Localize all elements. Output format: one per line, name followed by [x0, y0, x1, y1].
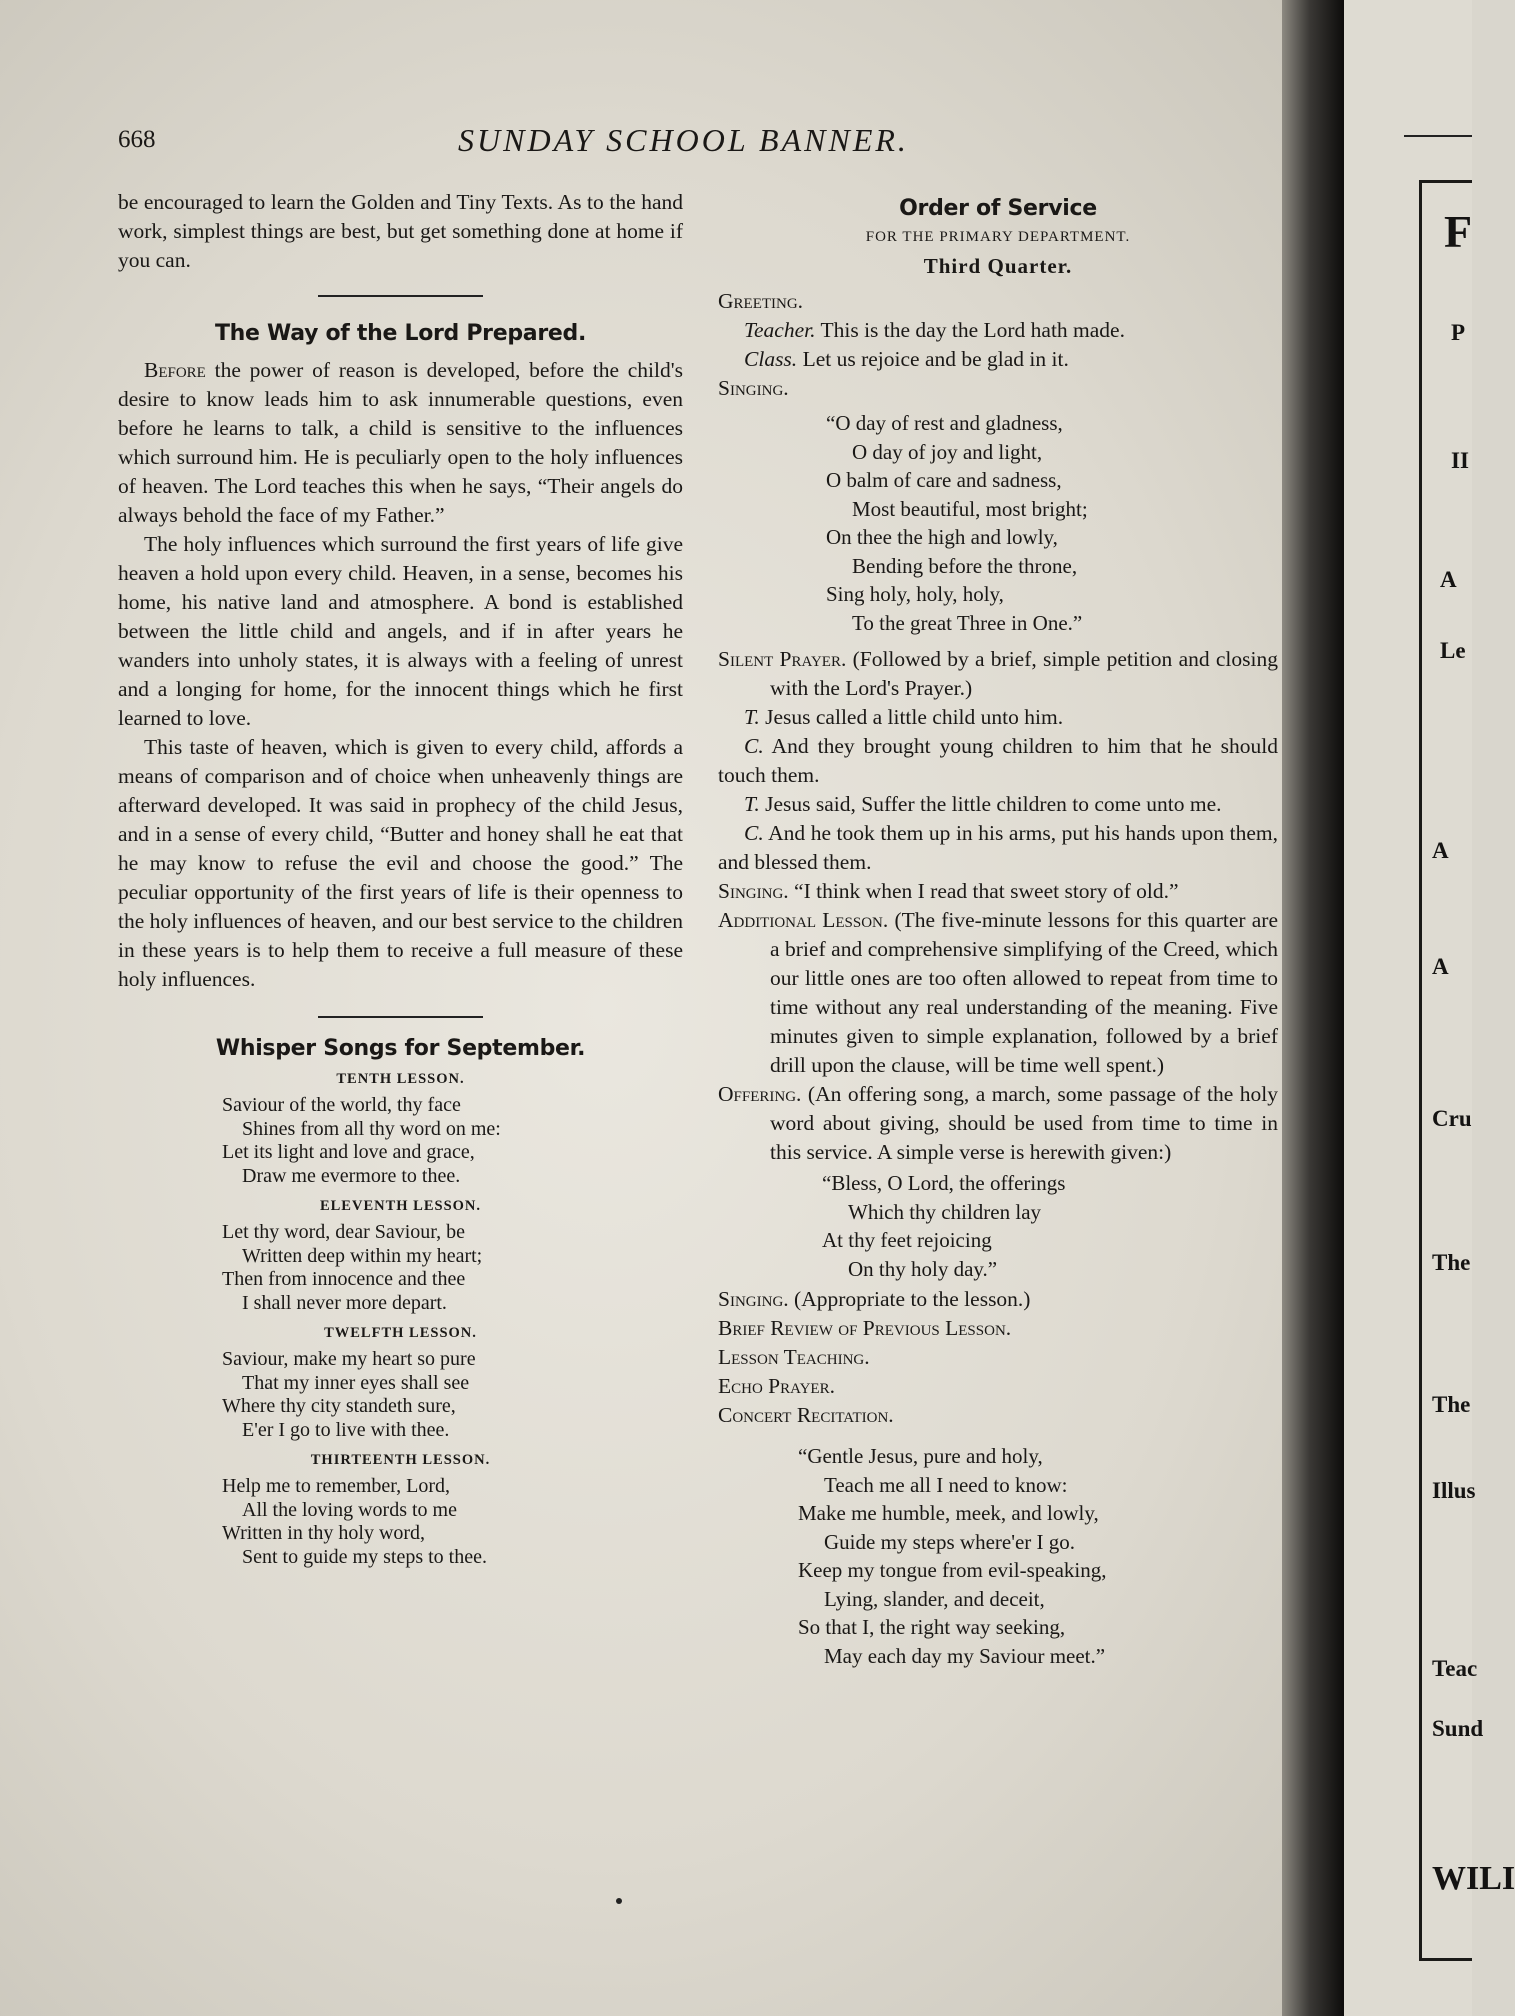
- class-label: Class.: [744, 347, 798, 371]
- hymn-line: Teach me all I need to know:: [824, 1472, 1068, 1497]
- hymn: [798, 1442, 1278, 1670]
- verse-line: I shall never more depart.: [242, 1291, 447, 1314]
- verse-line: Written deep within my heart;: [242, 1244, 483, 1267]
- class-line: [718, 345, 1278, 374]
- ink-speck: [616, 1898, 622, 1904]
- facing-page-fragment: A: [1432, 954, 1449, 979]
- singing-label: Singing.: [718, 1287, 789, 1311]
- hymn-line: Keep my tongue from evil-speaking,: [798, 1558, 1107, 1582]
- hymn-line: Guide my steps where'er I go.: [824, 1529, 1076, 1554]
- speaker: T.: [744, 705, 760, 729]
- facing-page-rule: [1404, 135, 1472, 137]
- facing-page: [1344, 0, 1515, 2016]
- hymn-line: O balm of care and sadness,: [826, 468, 1062, 492]
- response-text: And he took them up in his arms, put his hands upon them, and blessed them.: [718, 821, 1278, 874]
- verse-line: On thy holy day.”: [848, 1256, 998, 1281]
- left-column: [118, 188, 683, 1577]
- section-divider: [318, 1016, 483, 1018]
- verse: [222, 1475, 683, 1569]
- hymn-line: “O day of rest and gladness,: [826, 411, 1063, 435]
- verse-line: That my inner eyes shall see: [242, 1371, 470, 1394]
- hymn-line: Most beautiful, most bright;: [852, 496, 1088, 521]
- lesson-label: TWELFTH LESSON.: [324, 1325, 477, 1341]
- verse-line: Draw me evermore to thee.: [242, 1164, 461, 1187]
- teacher-text: This is the day the Lord hath made.: [815, 318, 1125, 342]
- hymn: [826, 409, 1278, 637]
- quarter-title: Third Quarter.: [923, 254, 1073, 278]
- singing-label: Singing.: [718, 879, 789, 903]
- hymn-line: Lying, slander, and deceit,: [824, 1586, 1045, 1611]
- speaker: T.: [744, 792, 760, 816]
- paragraph: [118, 356, 683, 530]
- book-gutter: [1282, 0, 1344, 2016]
- section-title: The Way of the Lord Prepared.: [214, 321, 587, 346]
- verse-line: Help me to remember, Lord,: [222, 1475, 451, 1497]
- verse-line: Shines from all thy word on me:: [242, 1117, 501, 1140]
- silent-prayer-label: Silent Prayer.: [718, 647, 847, 671]
- hymn-line: Bending before the throne,: [852, 553, 1078, 578]
- hymn-line: Sing holy, holy, holy,: [826, 582, 1004, 606]
- verse-line: E'er I go to live with thee.: [242, 1418, 450, 1441]
- facing-page-fragment: WILI: [1432, 1860, 1515, 1897]
- silent-prayer: [718, 645, 1278, 703]
- hymn-line: On thee the high and lowly,: [826, 525, 1058, 549]
- additional-lesson-text: (The five-minute lessons for this quarter are a brief and comprehensive simplifying of the Creed, which our little ones are too often allowed to repeat from time to time without any real understanding of the meaning. Five minutes given to simple explanation, followed by a brief drill upon the clause, will be time well spent.): [770, 908, 1278, 1077]
- hymn-line: “Gentle Jesus, pure and holy,: [798, 1444, 1043, 1468]
- order-subtitle: FOR THE PRIMARY DEPARTMENT.: [865, 229, 1131, 245]
- offering-verse: [822, 1169, 1278, 1283]
- whisper-songs: [118, 1071, 683, 1569]
- paragraph-text: the power of reason is developed, before the child's desire to know leads him to ask innumerable questions, even before he learns to talk, a child is sensitive to the influences which surround him. He is peculiarly open to the holy influences of heaven. The Lord teaches this when he says, “Their angels do always behold the face of my Father.”: [118, 358, 683, 527]
- verse-line: Let thy word, dear Saviour, be: [222, 1221, 466, 1243]
- concert-recitation: Concert Recitation.: [718, 1403, 894, 1427]
- facing-page-fragment: The: [1432, 1392, 1471, 1417]
- verse-line: Sent to guide my steps to thee.: [242, 1545, 487, 1568]
- singing-text: (Appropriate to the lesson.): [788, 1287, 1031, 1311]
- facing-page-fragment: Teac: [1432, 1656, 1478, 1681]
- speaker: C.: [744, 821, 764, 845]
- facing-page-fragment: A: [1440, 567, 1457, 592]
- hymn-line: May each day my Saviour meet.”: [824, 1643, 1106, 1668]
- response-line: [718, 790, 1278, 819]
- singing-label: Singing.: [718, 376, 789, 400]
- verse-line: At thy feet rejoicing: [822, 1228, 992, 1252]
- order-of-service-title: Order of Service: [899, 196, 1097, 221]
- lesson-label: TENTH LESSON.: [336, 1071, 465, 1087]
- facing-page-fragment: F: [1444, 206, 1473, 257]
- facing-page-fragment: Cru: [1432, 1106, 1472, 1131]
- lead-word: Before: [144, 358, 206, 382]
- facing-page-fragment: Sund: [1432, 1716, 1484, 1741]
- verse-line: Saviour of the world, thy face: [222, 1094, 461, 1116]
- running-title: SUNDAY SCHOOL BANNER.: [458, 122, 909, 158]
- offering-text: (An offering song, a march, some passage of the holy word about giving, should be used from time to time in this service. A simple verse is herewith given:): [770, 1082, 1278, 1164]
- response-line: [718, 703, 1278, 732]
- verse-line: Saviour, make my heart so pure: [222, 1348, 476, 1370]
- section-divider: [318, 295, 483, 297]
- lesson-label: ELEVENTH LESSON.: [319, 1198, 482, 1214]
- verse-line: “Bless, O Lord, the offerings: [822, 1171, 1066, 1195]
- intro-paragraph: be encouraged to learn the Golden and Tiny Texts. As to the hand work, simplest things are best, but get something done at home if you can.: [118, 190, 683, 272]
- page-header: [118, 122, 1278, 166]
- silent-prayer-text: (Followed by a brief, simple petition and closing with the Lord's Prayer.): [770, 647, 1278, 700]
- brief-review: Brief Review of Previous Lesson.: [718, 1316, 1012, 1340]
- right-column: [718, 188, 1278, 1678]
- teacher-line: [718, 316, 1278, 345]
- verse: [222, 1348, 683, 1442]
- response-text: Jesus called a little child unto him.: [759, 705, 1064, 729]
- response-line: [718, 732, 1278, 790]
- singing-item: [718, 877, 1278, 906]
- facing-page-fragment: A: [1432, 838, 1449, 863]
- greeting-label: Greeting.: [718, 289, 804, 313]
- offering: [718, 1080, 1278, 1167]
- section-title: Whisper Songs for September.: [215, 1036, 586, 1061]
- verse-line: Which thy children lay: [848, 1199, 1042, 1224]
- facing-page-fragment: Illus: [1432, 1478, 1476, 1503]
- page-number: 668: [118, 126, 156, 153]
- offering-label: Offering.: [718, 1082, 802, 1106]
- verse: [222, 1094, 683, 1188]
- verse-line: Written in thy holy word,: [222, 1522, 426, 1544]
- hymn-line: O day of joy and light,: [852, 439, 1043, 464]
- response-line: [718, 819, 1278, 877]
- echo-prayer: Echo Prayer.: [718, 1374, 835, 1398]
- additional-lesson-label: Additional Lesson.: [718, 908, 889, 932]
- facing-page-fragment: II: [1451, 448, 1469, 473]
- verse-line: Let its light and love and grace,: [222, 1141, 475, 1163]
- verse: [222, 1221, 683, 1315]
- verse-line: All the loving words to me: [242, 1498, 457, 1521]
- hymn-line: So that I, the right way seeking,: [798, 1615, 1066, 1639]
- facing-page-fragment: P: [1451, 320, 1466, 345]
- verse-line: Then from innocence and thee: [222, 1268, 466, 1290]
- hymn-line: Make me humble, meek, and lowly,: [798, 1501, 1099, 1525]
- response-text: Jesus said, Suffer the little children to come unto me.: [759, 792, 1222, 816]
- singing-item: [718, 1285, 1278, 1314]
- teacher-label: Teacher.: [744, 318, 816, 342]
- hymn-line: To the great Three in One.”: [852, 610, 1083, 635]
- additional-lesson: [718, 906, 1278, 1080]
- facing-page-fragment: The: [1432, 1250, 1471, 1275]
- singing-text: “I think when I read that sweet story of old.”: [788, 879, 1179, 903]
- paragraph: The holy influences which surround the first years of life give heaven a hold upon every child. Heaven, in a sense, becomes his home, his native land and atmosphere. A bond is established between the little child and angels, and if in after years he wanders into unholy states, it is always with a feeling of unrest and a longing for home, for the innocent things which he first learned to love.: [118, 532, 683, 730]
- paragraph: This taste of heaven, which is given to every child, affords a means of comparison and of choice when unheavenly things are afterward developed. It was said in prophecy of the child Jesus, and in a sense of every child, “Butter and honey shall he eat that he may know to refuse the evil and choose the good.” The peculiar opportunity of the first years of life is their openness to the holy influences of heaven, and our best service to the children in these years is to help them to receive a full measure of these holy influences.: [118, 735, 683, 991]
- verse-line: Where thy city standeth sure,: [222, 1395, 456, 1417]
- facing-page-fragment: Le: [1440, 638, 1466, 663]
- response-text: And they brought young children to him that he should touch them.: [718, 734, 1278, 787]
- lesson-teaching: Lesson Teaching.: [718, 1345, 870, 1369]
- lesson-label: THIRTEENTH LESSON.: [310, 1452, 491, 1468]
- class-text: Let us rejoice and be glad in it.: [797, 347, 1069, 371]
- speaker: C.: [744, 734, 764, 758]
